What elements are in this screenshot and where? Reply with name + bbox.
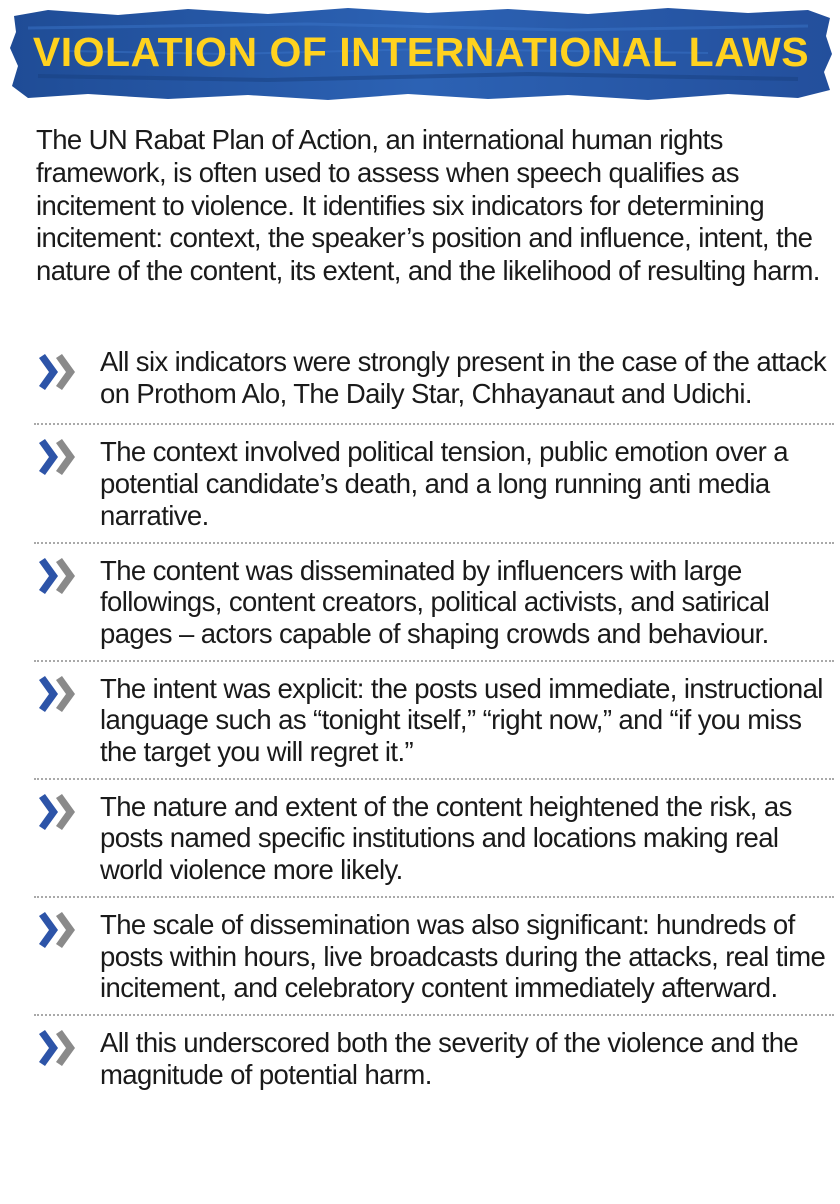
title-banner: [8, 6, 834, 102]
list-item-text: All six indicators were strongly present in the case of the attack on Prothom Alo, The Daily Star, Chhayanaut and Udichi.: [100, 346, 827, 409]
double-chevron-right-icon: [36, 554, 80, 598]
list-item-text: The content was disseminated by influencers with large followings, content creators, political activists, and satirical pages – actors capable of shaping crowds and behaviour.: [100, 554, 770, 649]
list-item: [34, 662, 834, 780]
list-item-text: The intent was explicit: the posts used immediate, instructional language such as “tonight itself,” “right now,” and “if you miss the target you will regret it.”: [100, 672, 823, 768]
list-item: [34, 544, 834, 662]
indicator-list: [34, 340, 834, 1094]
list-item: [34, 780, 834, 898]
list-item: [34, 898, 834, 1016]
list-item-text: The nature and extent of the content heightened the risk, as posts named specific institutions and locations making real world violence more likely.: [100, 790, 792, 886]
list-item-text: The scale of dissemination was also significant: hundreds of posts within hours, live broadcasts during the attacks, real time incitement, and celebratory content immediately afterward.: [100, 908, 826, 1004]
list-item: [34, 1016, 834, 1094]
list-item: [34, 425, 834, 543]
list-item: [34, 340, 834, 425]
intro-paragraph: The UN Rabat Plan of Action, an international human rights framework, is often used to assess when speech qualifies as incitement to violence. It identifies six indicators for determining incitement: context, the speaker’s position and influence, intent, the nature of the content, its extent, and the likelihood of resulting harm.: [36, 124, 820, 287]
double-chevron-right-icon: [36, 672, 80, 716]
double-chevron-right-icon: [36, 790, 80, 834]
double-chevron-right-icon: [36, 1026, 80, 1070]
list-item-text: All this underscored both the severity of the violence and the magnitude of potential harm.: [100, 1026, 799, 1090]
page-title: VIOLATION OF INTERNATIONAL LAWS: [32, 29, 810, 75]
double-chevron-right-icon: [36, 908, 80, 952]
double-chevron-right-icon: [36, 350, 80, 394]
double-chevron-right-icon: [36, 435, 80, 479]
list-item-text: The context involved political tension, public emotion over a potential candidate’s death, and a long running anti media narrative.: [100, 436, 788, 531]
